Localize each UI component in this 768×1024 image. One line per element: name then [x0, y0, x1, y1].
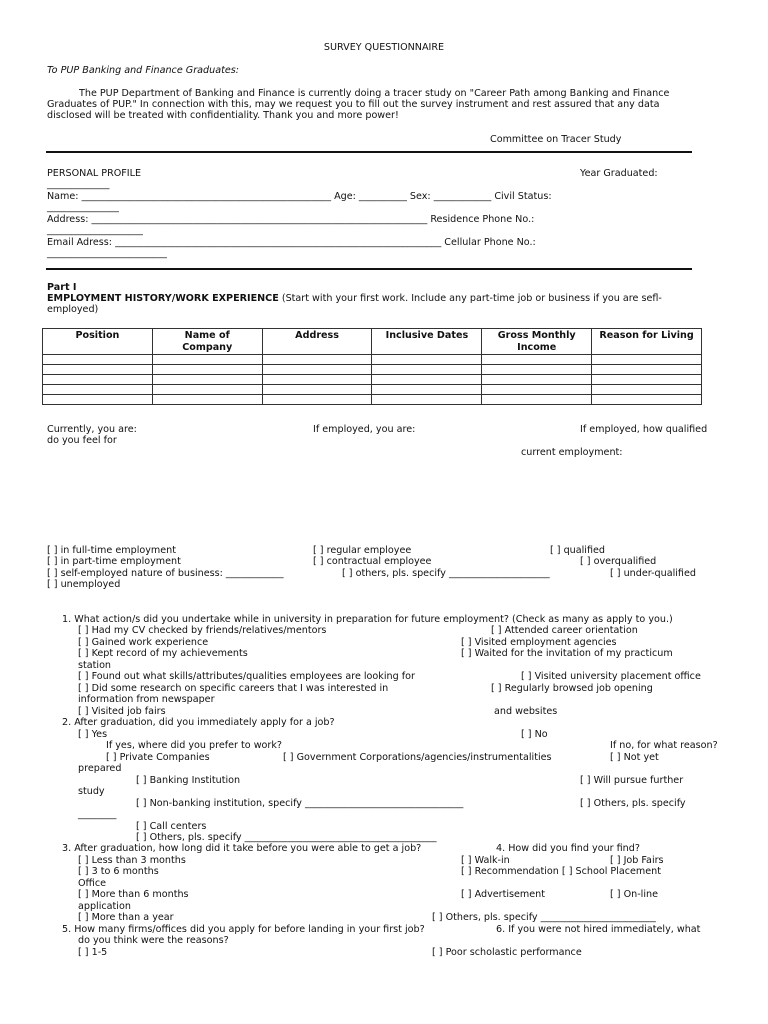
- address-line[interactable]: Address: ______________________________________________________________________ Residence Phone No.:: [47, 214, 535, 225]
- q2-option-banking[interactable]: [ ] Banking Institution: [136, 775, 241, 786]
- table-row[interactable]: [43, 355, 702, 365]
- table-row[interactable]: [43, 365, 702, 375]
- q3-option-more-year[interactable]: [ ] More than a year: [78, 912, 174, 923]
- profile-heading: PERSONAL PROFILE: [47, 168, 142, 179]
- currently-label: Currently, you are:: [47, 424, 137, 435]
- q2-option-further-study[interactable]: [ ] Will pursue further: [580, 775, 684, 786]
- q2-option-others-workplace[interactable]: [ ] Others, pls. specify ________________________________________: [136, 832, 437, 843]
- q2-option-nonbanking[interactable]: [ ] Non-banking institution, specify _________________________________: [136, 798, 464, 809]
- how-qualified-label: If employed, how qualified: [580, 424, 708, 435]
- employment-history-note: (Start with your first work. Include any part-time job or business if you are sefl-: [278, 293, 662, 304]
- q4-option-walk-in[interactable]: [ ] Walk-in: [461, 855, 510, 866]
- question-6: 6. If you were not hired immediately, what: [496, 924, 701, 935]
- divider-profile: [46, 268, 692, 270]
- q4-option-advertisement[interactable]: [ ] Advertisement: [461, 889, 546, 900]
- part-heading-line: [47, 293, 662, 305]
- q1-option-practicum[interactable]: [ ] Waited for the invitation of my practicum: [461, 648, 673, 659]
- option-unemployed[interactable]: [ ] unemployed: [47, 579, 121, 590]
- part-label: Part I: [47, 282, 77, 293]
- question-5: 5. How many firms/offices did you apply for before landing in your first job?: [62, 924, 425, 935]
- civil-status-field[interactable]: _______________: [47, 202, 119, 213]
- q6-option-poor-scholastic[interactable]: [ ] Poor scholastic performance: [432, 947, 582, 958]
- employment-history-table: [42, 328, 702, 405]
- q1-option-placement-office[interactable]: [ ] Visited university placement office: [521, 671, 701, 682]
- q1-option-cv[interactable]: [ ] Had my CV checked by friends/relatives/mentors: [78, 625, 327, 636]
- residence-phone-field[interactable]: ____________________: [47, 225, 143, 236]
- divider-top: [46, 151, 692, 153]
- year-graduated-label: Year Graduated:: [580, 168, 658, 179]
- q2-option-others-reason[interactable]: [ ] Others, pls. specify: [580, 798, 686, 809]
- q1-option-record[interactable]: [ ] Kept record of my achievements: [78, 648, 248, 659]
- cellular-phone-field[interactable]: _________________________: [47, 248, 167, 259]
- q2-if-yes-label: If yes, where did you prefer to work?: [106, 740, 283, 751]
- q2-option-call-centers[interactable]: [ ] Call centers: [136, 821, 207, 832]
- q4-application-continuation: application: [78, 901, 131, 912]
- option-self-employed[interactable]: [ ] self-employed nature of business: ____________: [47, 568, 284, 579]
- question-3: 3. After graduation, how long did it take before you were able to get a job?: [62, 843, 422, 854]
- table-row[interactable]: [43, 375, 702, 385]
- q2-others-blank[interactable]: ________: [78, 809, 117, 820]
- signatory: Committee on Tracer Study: [490, 134, 622, 145]
- intro-line-1: The PUP Department of Banking and Finance is currently doing a tracer study on "Career Path among Banking and Finance: [79, 88, 670, 99]
- q1-option-employment-agencies[interactable]: [ ] Visited employment agencies: [461, 637, 617, 648]
- q5-option-1-5[interactable]: [ ] 1-5: [78, 947, 108, 958]
- q2-option-no[interactable]: [ ] No: [521, 729, 548, 740]
- question-1: 1. What action/s did you undertake while in university in preparation for future employment? (Check as many as apply to you.): [62, 614, 673, 625]
- table-header-row: [43, 329, 702, 355]
- table-row[interactable]: [43, 395, 702, 405]
- q4-option-others[interactable]: [ ] Others, pls. specify ________________________: [432, 912, 656, 923]
- intro-line-2: Graduates of PUP." In connection with this, may we request you to fill out the survey instrument and rest assured that any data: [47, 99, 660, 110]
- question-6-continuation: do you think were the reasons?: [78, 935, 229, 946]
- q1-station-continuation: station: [78, 660, 112, 671]
- q4-option-recommendation[interactable]: [ ] Recommendation [ ] School Placement: [461, 866, 662, 877]
- col-reason: Reason for Living: [592, 329, 702, 355]
- q4-option-job-fairs[interactable]: [ ] Job Fairs: [610, 855, 664, 866]
- col-company: Name of Company: [152, 329, 262, 355]
- q1-option-career-orientation[interactable]: [ ] Attended career orientation: [491, 625, 638, 636]
- q1-websites-continuation: and websites: [494, 706, 558, 717]
- q2-option-yes[interactable]: [ ] Yes: [78, 729, 108, 740]
- q1-option-skills[interactable]: [ ] Found out what skills/attributes/qualities employees are looking for: [78, 671, 415, 682]
- question-2: 2. After graduation, did you immediately apply for a job?: [62, 717, 335, 728]
- col-inclusive-dates: Inclusive Dates: [372, 329, 482, 355]
- q1-option-job-fairs[interactable]: [ ] Visited job fairs: [78, 706, 166, 717]
- q1-option-work-experience[interactable]: [ ] Gained work experience: [78, 637, 209, 648]
- q2-option-government[interactable]: [ ] Government Corporations/agencies/instrumentalities: [283, 752, 552, 763]
- survey-title: SURVEY QUESTIONNAIRE: [323, 42, 445, 53]
- option-overqualified[interactable]: [ ] overqualified: [580, 556, 657, 567]
- option-contractual-employee[interactable]: [ ] contractual employee: [313, 556, 432, 567]
- employment-history-note-2: employed): [47, 304, 99, 315]
- q1-option-job-opening[interactable]: [ ] Regularly browsed job opening: [491, 683, 653, 694]
- q3-option-more-6-months[interactable]: [ ] More than 6 months: [78, 889, 189, 900]
- option-under-qualified[interactable]: [ ] under-qualified: [610, 568, 696, 579]
- q3-option-less-3-months[interactable]: [ ] Less than 3 months: [78, 855, 186, 866]
- table-row[interactable]: [43, 385, 702, 395]
- email-line[interactable]: Email Adress: ____________________________________________________________________ Cellular Phone No.:: [47, 237, 536, 248]
- col-address: Address: [262, 329, 372, 355]
- option-part-time[interactable]: [ ] in part-time employment: [47, 556, 181, 567]
- question-4: 4. How did you find your find?: [496, 843, 640, 854]
- feel-for-label: do you feel for: [47, 435, 117, 446]
- current-employment-label: current employment:: [521, 447, 623, 458]
- option-qualified[interactable]: [ ] qualified: [550, 545, 606, 556]
- q1-newspaper-continuation: information from newspaper: [78, 694, 215, 705]
- q4-option-online[interactable]: [ ] On-line: [610, 889, 658, 900]
- option-others-specify[interactable]: [ ] others, pls. specify _____________________: [342, 568, 550, 579]
- q4-office-continuation: Office: [78, 878, 107, 889]
- col-gross-income: Gross Monthly Income: [482, 329, 592, 355]
- q1-option-research[interactable]: [ ] Did some research on specific careers that I was interested in: [78, 683, 389, 694]
- q2-study-continuation: study: [78, 786, 105, 797]
- option-regular-employee[interactable]: [ ] regular employee: [313, 545, 412, 556]
- col-position: Position: [43, 329, 153, 355]
- employment-history-heading: EMPLOYMENT HISTORY/WORK EXPERIENCE: [47, 293, 279, 304]
- year-graduated-field[interactable]: _____________: [47, 179, 110, 190]
- q2-if-no-label: If no, for what reason?: [610, 740, 718, 751]
- q2-option-private[interactable]: [ ] Private Companies: [106, 752, 210, 763]
- q2-prepared-continuation: prepared: [78, 763, 122, 774]
- if-employed-label: If employed, you are:: [313, 424, 416, 435]
- salutation: To PUP Banking and Finance Graduates:: [47, 65, 239, 76]
- option-full-time[interactable]: [ ] in full-time employment: [47, 545, 176, 556]
- intro-line-3: disclosed will be treated with confidentiality. Thank you and more power!: [47, 110, 399, 121]
- q3-option-3-6-months[interactable]: [ ] 3 to 6 months: [78, 866, 159, 877]
- q2-option-not-yet[interactable]: [ ] Not yet: [610, 752, 659, 763]
- name-age-sex-line[interactable]: Name: ____________________________________________________ Age: __________ Sex: ____________ Civil Status:: [47, 191, 552, 202]
